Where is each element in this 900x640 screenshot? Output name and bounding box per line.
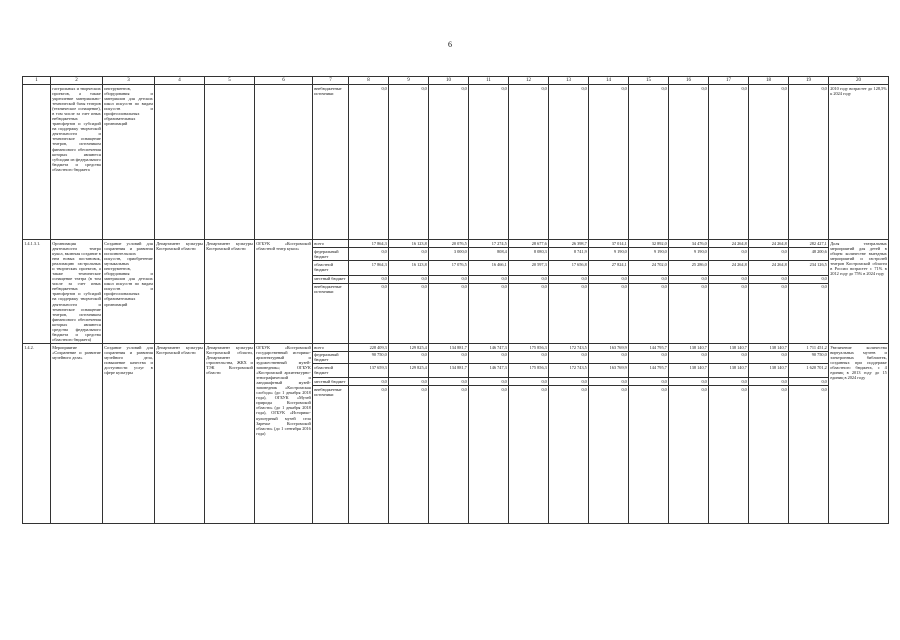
funding-value-cell: 1 620 701,2 — [789, 364, 829, 378]
funding-value-cell: 0,0 — [509, 351, 549, 364]
funding-value-cell: 0,0 — [629, 378, 669, 386]
funding-value-cell: 129 825,4 — [389, 343, 429, 351]
funding-value-cell: 0,0 — [589, 378, 629, 386]
executor-cell — [255, 85, 313, 240]
funding-value-cell: 0,0 — [349, 247, 389, 260]
executor-cell: ОГБУК «Костромской государственный историко-архитектурный и художественный музей-заповедник»; ОГБУК «Костромской архитектурно-этнографический и ландшафтный музей-заповедник «Костромская слобода» (до 1 декабря 2018 года), ОГБУК «Музей природы Костромской области» (до 1 декабря 2018 года), ОГБУК «Историко-культурный музей села Заречье Костромской области» (до 1 сентября 2016 года) — [255, 343, 313, 523]
funding-value-cell: 0,0 — [389, 351, 429, 364]
funding-value-cell: 175 856,3 — [509, 343, 549, 351]
funding-value-cell: 0,0 — [589, 351, 629, 364]
funding-value-cell: 0,0 — [629, 283, 669, 343]
column-number-12: 12 — [509, 77, 549, 85]
funding-value-cell: 144 795,7 — [629, 364, 669, 378]
row-number-cell: 1.4.2. — [23, 343, 51, 523]
funding-value-cell: 0,0 — [789, 283, 829, 343]
column-number-4: 4 — [155, 77, 205, 85]
funding-value-cell: 0,0 — [469, 351, 509, 364]
funding-value-cell: 0,0 — [389, 283, 429, 343]
funding-source-cell: внебюджетные источники — [313, 283, 349, 343]
funding-value-cell: 0,0 — [389, 247, 429, 260]
column-number-row — [23, 77, 889, 85]
funding-value-cell: 0,0 — [509, 378, 549, 386]
funding-source-cell: всего — [313, 343, 349, 351]
event-name-cell: Организация деятельности театра кукол, включая создание в нем новых постановок, реализацию гастрольных и творческих проектов, а также техническое оснащение театра (в том числе за счет иных небюджетных трансфертов и субсидий на поддержку творческой деятельности и техническое оснащение театров, источником финансового обеспечения которых являются средства федерального бюджета и средства областного бюджета) — [52, 240, 101, 342]
funding-value-cell: 129 825,4 — [389, 364, 429, 378]
funding-value-cell: 9 190,0 — [669, 247, 709, 260]
funding-value-cell: 163 769,9 — [589, 364, 629, 378]
column-number-15: 15 — [629, 77, 669, 85]
funding-value-cell: 0,0 — [549, 385, 589, 523]
table-row — [23, 240, 889, 248]
column-number-2: 2 — [51, 77, 103, 85]
funding-value-cell: 0,0 — [749, 351, 789, 364]
result-cell: Увеличение количества виртуальных музеев и электронных библиотек, созданных при поддержке областного бюджета, с 4 единиц в 2013 году до 15 единиц в 2024 году — [829, 343, 889, 523]
funding-value-cell: 138 140,7 — [749, 343, 789, 351]
funding-value-cell: 282 427,1 — [789, 240, 829, 248]
funding-value-cell: 0,0 — [669, 275, 709, 283]
column-number-14: 14 — [589, 77, 629, 85]
funding-value-cell: 0,0 — [429, 351, 469, 364]
funding-value-cell: 0,0 — [789, 275, 829, 283]
funding-value-cell: 32 892,0 — [629, 240, 669, 248]
funding-value-cell: 0,0 — [669, 378, 709, 386]
funding-value-cell: 0,0 — [629, 351, 669, 364]
funding-value-cell: 0,0 — [629, 85, 669, 240]
funding-value-cell: 0,0 — [549, 378, 589, 386]
funding-value-cell: 0,0 — [669, 385, 709, 523]
goal-cell: инструментов, оборудования и материалов для детских школ искусств по видам искусств и профессиональных образовательных организаций — [103, 85, 155, 240]
funding-value-cell: 0,0 — [589, 275, 629, 283]
funding-source-cell: внебюджетные источники — [313, 85, 349, 240]
column-number-20: 20 — [829, 77, 889, 85]
funding-value-cell: 0,0 — [789, 385, 829, 523]
funding-value-cell: 0,0 — [709, 378, 749, 386]
funding-value-cell: 0,0 — [749, 385, 789, 523]
funding-value-cell: 0,0 — [349, 378, 389, 386]
funding-value-cell: 0,0 — [469, 385, 509, 523]
funding-value-cell: 0,0 — [549, 283, 589, 343]
coexecutor-cell: Департамент культуры Костромской области, Департамент строительства, ЖКХ и ТЭК Костромской области — [205, 343, 255, 523]
funding-value-cell: 24 702,0 — [629, 261, 669, 276]
funding-value-cell: 48 200,6 — [789, 247, 829, 260]
funding-value-cell: 24 264,8 — [709, 261, 749, 276]
coexecutor-cell: Департамент культуры Костромской области — [205, 240, 255, 344]
funding-value-cell: 28 677,6 — [509, 240, 549, 248]
funding-value-cell: 16 123,8 — [389, 240, 429, 248]
column-number-13: 13 — [549, 77, 589, 85]
funding-value-cell: 0,0 — [709, 385, 749, 523]
responsible-cell — [155, 85, 205, 240]
funding-source-cell: федеральный бюджет — [313, 351, 349, 364]
funding-value-cell: 175 856,3 — [509, 364, 549, 378]
funding-value-cell: 0,0 — [549, 351, 589, 364]
column-number-18: 18 — [749, 77, 789, 85]
column-number-5: 5 — [205, 77, 255, 85]
funding-value-cell: 0,0 — [469, 378, 509, 386]
funding-value-cell: 0,0 — [709, 275, 749, 283]
column-number-10: 10 — [429, 77, 469, 85]
page-number: 6 — [448, 40, 452, 49]
funding-value-cell: 0,0 — [749, 85, 789, 240]
event-name-cell: Мероприятие «Сохранение и развитие музейного дела» — [51, 343, 103, 523]
column-number-6: 6 — [255, 77, 313, 85]
funding-value-cell: 20 076,5 — [429, 240, 469, 248]
executor-cell: ОГБУК «Костромской областной театр кукол» — [255, 240, 313, 344]
funding-value-cell: 172 743,5 — [549, 364, 589, 378]
result-cell: Доля театральных мероприятий для детей в общем количестве выездных мероприятий и гастролей театров Костромской области в России возрастет с 71% в 2012 году до 75% в 2024 году — [829, 240, 889, 344]
funding-value-cell: 0,0 — [749, 247, 789, 260]
funding-value-cell: 0,0 — [509, 85, 549, 240]
funding-value-cell: 138 140,7 — [749, 364, 789, 378]
funding-value-cell: 0,0 — [469, 275, 509, 283]
column-number-7: 7 — [313, 77, 349, 85]
funding-value-cell: 1 711 451,2 — [789, 343, 829, 351]
funding-value-cell: 0,0 — [589, 283, 629, 343]
column-number-9: 9 — [389, 77, 429, 85]
funding-value-cell: 90 750,0 — [349, 351, 389, 364]
funding-value-cell: 0,0 — [469, 85, 509, 240]
funding-value-cell: 16 466,1 — [469, 261, 509, 276]
funding-value-cell: 0,0 — [669, 351, 709, 364]
funding-value-cell: 0,0 — [349, 283, 389, 343]
coexecutor-cell — [205, 85, 255, 240]
funding-value-cell: 0,0 — [709, 283, 749, 343]
funding-value-cell: 17 864,3 — [349, 240, 389, 248]
funding-value-cell: 24 264,8 — [749, 240, 789, 248]
funding-source-cell: всего — [313, 240, 349, 248]
funding-value-cell: 0,0 — [349, 385, 389, 523]
event-name-cell: гастрольных и творческих проектов, а также укрепление материально-технической базы театров (техническое оснащение), в том числе за счет иных небюджетных трансфертов и субсидий на поддержку творческой деятельности и техническое оснащение театров, источником финансового обеспечения которых являются субсидии из федерального бюджета и средства областного бюджета — [51, 85, 103, 240]
funding-value-cell: 146 747,3 — [469, 364, 509, 378]
funding-value-cell: 0,0 — [429, 283, 469, 343]
column-number-3: 3 — [103, 77, 155, 85]
funding-value-cell: 25 286,0 — [669, 261, 709, 276]
funding-value-cell: 0,0 — [549, 85, 589, 240]
funding-value-cell: 24 264,8 — [749, 261, 789, 276]
funding-value-cell: 0,0 — [509, 385, 549, 523]
funding-value-cell: 134 881,7 — [429, 364, 469, 378]
funding-value-cell: 0,0 — [749, 378, 789, 386]
funding-value-cell: 163 769,9 — [589, 343, 629, 351]
funding-value-cell: 0,0 — [509, 283, 549, 343]
funding-source-cell: внебюджетные источники — [313, 385, 349, 523]
funding-value-cell: 0,0 — [549, 275, 589, 283]
funding-value-cell: 0,0 — [589, 385, 629, 523]
funding-value-cell: 0,0 — [389, 378, 429, 386]
table-body — [23, 77, 889, 524]
funding-value-cell: 138 140,7 — [669, 343, 709, 351]
funding-value-cell: 0,0 — [709, 351, 749, 364]
goal-cell: Создание условий для сохранения и развития музейного дела, повышение качества и доступности услуг в сфере культуры — [103, 343, 155, 523]
funding-value-cell: 0,0 — [349, 275, 389, 283]
funding-value-cell: 0,0 — [469, 283, 509, 343]
funding-value-cell: 0,0 — [789, 85, 829, 240]
funding-value-cell: 134 881,7 — [429, 343, 469, 351]
funding-value-cell: 0,0 — [389, 85, 429, 240]
column-number-11: 11 — [469, 77, 509, 85]
table-row — [23, 343, 889, 351]
funding-value-cell: 26 398,7 — [549, 240, 589, 248]
funding-value-cell: 17 076,5 — [429, 261, 469, 276]
goal-cell: Создание условий для сохранения и развития исполнительских искусств, приобретение музыкальных инструментов, оборудования и материалов для детских школ искусств по видам искусств и профессиональных образовательных организаций — [103, 240, 155, 344]
funding-value-cell: 17 864,3 — [349, 261, 389, 276]
row-number-cell — [23, 85, 51, 240]
funding-value-cell: 0,0 — [349, 85, 389, 240]
funding-source-cell: областной бюджет — [313, 261, 349, 276]
funding-value-cell: 0,0 — [589, 85, 629, 240]
funding-value-cell: 0,0 — [749, 283, 789, 343]
funding-value-cell: 17 656,8 — [549, 261, 589, 276]
responsible-cell: Департамент культуры Костромской области — [155, 240, 205, 344]
funding-value-cell: 0,0 — [669, 85, 709, 240]
funding-value-cell: 27 824,1 — [589, 261, 629, 276]
funding-value-cell: 138 140,7 — [709, 364, 749, 378]
funding-value-cell: 0,0 — [629, 385, 669, 523]
funding-value-cell: 0,0 — [669, 283, 709, 343]
funding-value-cell: 16 123,8 — [389, 261, 429, 276]
funding-value-cell: 17 274,5 — [469, 240, 509, 248]
funding-source-cell: федеральный бюджет — [313, 247, 349, 260]
funding-value-cell: 138 140,7 — [709, 343, 749, 351]
funding-value-cell: 138 140,7 — [669, 364, 709, 378]
column-number-8: 8 — [349, 77, 389, 85]
funding-value-cell: 3 000,0 — [429, 247, 469, 260]
funding-value-cell: 146 747,3 — [469, 343, 509, 351]
program-table — [22, 76, 889, 524]
funding-value-cell: 0,0 — [789, 378, 829, 386]
funding-value-cell: 9 190,0 — [589, 247, 629, 260]
funding-value-cell: 228 409,3 — [349, 343, 389, 351]
funding-value-cell: 0,0 — [709, 85, 749, 240]
funding-value-cell: 37 014,1 — [589, 240, 629, 248]
funding-source-cell: местный бюджет — [313, 275, 349, 283]
row-number-cell: 1.4.1.3.1. — [23, 240, 51, 344]
funding-value-cell: 90 750,0 — [789, 351, 829, 364]
funding-value-cell: 0,0 — [429, 85, 469, 240]
funding-value-cell: 24 264,8 — [709, 240, 749, 248]
funding-value-cell: 0,0 — [749, 275, 789, 283]
funding-value-cell: 808,4 — [469, 247, 509, 260]
funding-value-cell: 0,0 — [429, 385, 469, 523]
column-number-17: 17 — [709, 77, 749, 85]
responsible-cell: Департамент культуры Костромской области — [155, 343, 205, 523]
funding-value-cell: 8 741,9 — [549, 247, 589, 260]
funding-value-cell: 0,0 — [429, 378, 469, 386]
result-cell: 2010 году возрастет до 128,5% к 2024 году — [829, 85, 889, 240]
funding-value-cell: 0,0 — [389, 275, 429, 283]
funding-value-cell: 0,0 — [509, 275, 549, 283]
funding-value-cell: 172 743,5 — [549, 343, 589, 351]
funding-value-cell: 137 659,3 — [349, 364, 389, 378]
continuation-row — [23, 85, 889, 240]
column-number-1: 1 — [23, 77, 51, 85]
column-number-19: 19 — [789, 77, 829, 85]
funding-value-cell: 0,0 — [389, 385, 429, 523]
funding-source-cell: местный бюджет — [313, 378, 349, 386]
funding-value-cell: 234 126,5 — [789, 261, 829, 276]
funding-value-cell: 8 080,3 — [509, 247, 549, 260]
funding-value-cell: 0,0 — [629, 275, 669, 283]
funding-value-cell: 0,0 — [709, 247, 749, 260]
funding-value-cell: 9 190,0 — [629, 247, 669, 260]
funding-value-cell: 144 795,7 — [629, 343, 669, 351]
column-number-16: 16 — [669, 77, 709, 85]
funding-source-cell: областной бюджет — [313, 364, 349, 378]
funding-value-cell: 34 476,0 — [669, 240, 709, 248]
funding-value-cell: 20 597,3 — [509, 261, 549, 276]
funding-value-cell: 0,0 — [429, 275, 469, 283]
